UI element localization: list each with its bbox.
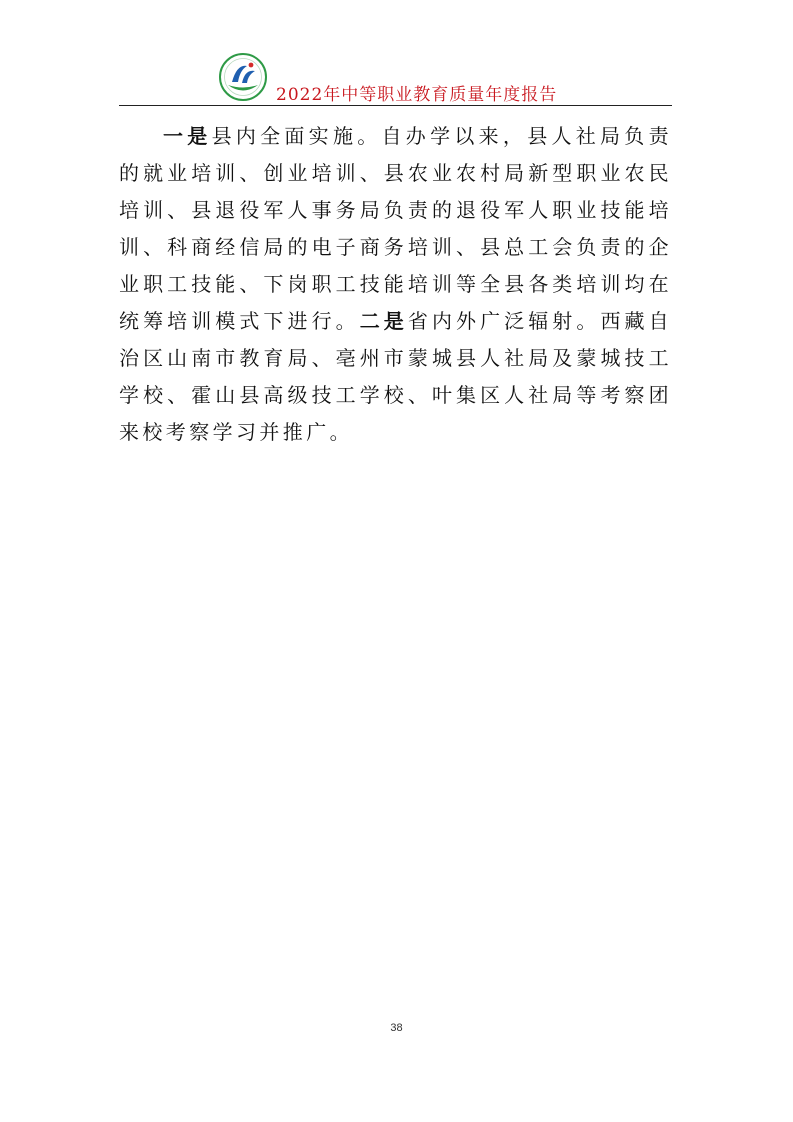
paragraph-text-2: 省内外广泛辐射。西藏自治区山南市教育局、亳州市蒙城县人社局及蒙城技工学校、霍山县高级技工学校、叶集区人社局等考察团来校考察学习并推广。 [119, 309, 672, 444]
paragraph [119, 118, 672, 451]
page-number: 38 [390, 1022, 403, 1034]
lead-marker-2: 二是 [359, 309, 408, 333]
page-header [0, 0, 793, 112]
school-logo-icon [218, 52, 268, 102]
report-title: 2022年中等职业教育质量年度报告 [276, 85, 558, 105]
lead-marker-1: 一是 [163, 124, 212, 148]
header-divider [119, 105, 672, 106]
paragraph-text-1: 县内全面实施。自办学以来，县人社局负责的就业培训、创业培训、县农业农村局新型职业农民培训、县退役军人事务局负责的退役军人职业技能培训、科商经信局的电子商务培训、县总工会负责的企业职工技能、下岗职工技能培训等全县各类培训均在统筹培训模式下进行。 [119, 124, 672, 333]
body-text [119, 118, 672, 451]
